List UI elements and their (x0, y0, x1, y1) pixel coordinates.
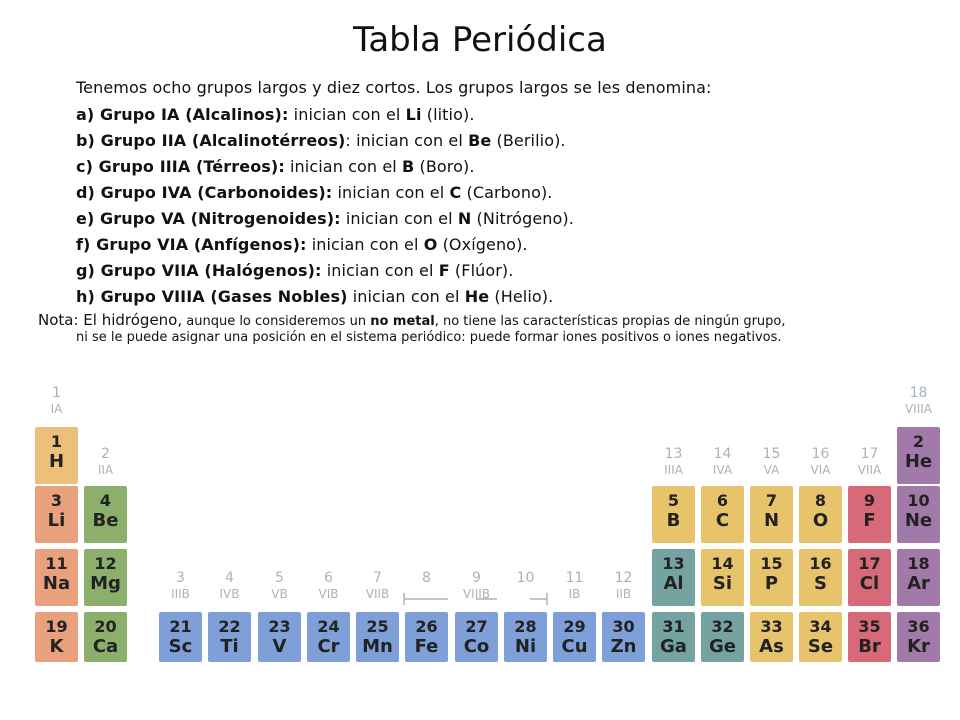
group-line (76, 235, 528, 254)
atomic-number: 21 (169, 617, 192, 636)
atomic-number: 8 (814, 491, 827, 510)
element-cell (750, 486, 793, 543)
element-cell (897, 486, 940, 543)
element-cell (35, 486, 78, 543)
element-symbol: Ca (92, 636, 119, 657)
element-symbol: Zn (610, 636, 637, 657)
element-symbol: Na (42, 573, 71, 594)
group-line (76, 157, 475, 176)
group-number: 12 (614, 570, 633, 586)
element-symbol: Cu (561, 636, 588, 657)
group-symbol: B (402, 157, 415, 176)
group-roman: IVA (712, 463, 733, 477)
element-cell (35, 427, 78, 484)
group-line (76, 261, 513, 280)
group-text: inician con el (321, 261, 439, 280)
atomic-number: 12 (94, 554, 117, 573)
element-symbol: H (48, 451, 65, 472)
group-roman: VA (763, 463, 780, 477)
group-roman: IIB (615, 587, 632, 601)
group-roman: IB (568, 587, 581, 601)
group-number: 6 (324, 570, 333, 586)
group-line (76, 105, 475, 124)
note-line-2: ni se le puede asignar una posición en el sistema periódico: puede formar iones positivos o iones negativos. (76, 330, 782, 345)
group-element-name: (Nitrógeno). (471, 209, 574, 228)
element-cell (356, 612, 399, 662)
element-symbol: Br (858, 636, 881, 657)
element-cell (84, 549, 127, 606)
atomic-number: 24 (317, 617, 340, 636)
atomic-number: 10 (907, 491, 930, 510)
element-cell (35, 612, 78, 662)
element-symbol: Ne (904, 510, 933, 531)
element-cell (84, 612, 127, 662)
group-roman: VIIIA (904, 402, 933, 416)
group-element-name: (litio). (421, 105, 475, 124)
element-cell (897, 427, 940, 484)
group-element-name: (Boro). (414, 157, 475, 176)
element-symbol: Mg (90, 573, 121, 594)
group-symbol: F (438, 261, 450, 280)
element-symbol: Fe (414, 636, 439, 657)
element-cell (848, 549, 891, 606)
atomic-number: 23 (268, 617, 291, 636)
element-cell (405, 612, 448, 662)
element-cell (258, 612, 301, 662)
group-roman: VIIIB (462, 587, 491, 601)
atomic-number: 34 (809, 617, 832, 636)
element-symbol: Al (663, 573, 684, 594)
atomic-number: 11 (45, 554, 68, 573)
group-text: inician con el (347, 287, 465, 306)
group-label: b) Grupo IIA (Alcalinotérreos) (76, 131, 346, 150)
group-number: 17 (860, 446, 879, 462)
group-number: 3 (176, 570, 185, 586)
group-number: 13 (664, 446, 683, 462)
element-symbol: K (49, 636, 64, 657)
atomic-number: 9 (863, 491, 876, 510)
atomic-number: 31 (662, 617, 685, 636)
group-roman: VIA (810, 463, 831, 477)
element-symbol: Ti (220, 636, 239, 657)
element-cell (602, 612, 645, 662)
intro-text: Tenemos ocho grupos largos y diez cortos. Los grupos largos se les denomina: (76, 78, 712, 97)
element-cell (84, 486, 127, 543)
atomic-number: 16 (809, 554, 832, 573)
element-symbol: Ga (660, 636, 687, 657)
group-label: f) Grupo VIA (Anfígenos): (76, 235, 307, 254)
atomic-number: 6 (716, 491, 729, 510)
group-number: 11 (565, 570, 584, 586)
group-number: 18 (909, 385, 928, 401)
group-number: 10 (516, 570, 535, 586)
group-number: 1 (52, 385, 61, 401)
atomic-number: 33 (760, 617, 783, 636)
element-cell (750, 612, 793, 662)
group-number: 2 (101, 446, 110, 462)
group-roman: IIIB (171, 587, 190, 601)
note-prefix: Nota: El hidrógeno, (38, 311, 183, 329)
element-symbol: Si (712, 573, 733, 594)
periodic-table (0, 380, 960, 680)
element-symbol: Sc (168, 636, 193, 657)
element-cell (897, 612, 940, 662)
element-cell (799, 486, 842, 543)
atomic-number: 19 (45, 617, 68, 636)
element-cell (159, 612, 202, 662)
group-roman: IVB (219, 587, 240, 601)
atomic-number: 27 (465, 617, 488, 636)
group-label: h) Grupo VIIIA (Gases Nobles) (76, 287, 348, 306)
group-symbol: O (423, 235, 438, 254)
element-symbol: C (715, 510, 730, 531)
element-cell (455, 612, 498, 662)
group-number: 5 (275, 570, 284, 586)
element-symbol: Kr (907, 636, 930, 657)
element-cell (652, 549, 695, 606)
element-symbol: P (764, 573, 779, 594)
atomic-number: 14 (711, 554, 734, 573)
atomic-number: 29 (563, 617, 586, 636)
note-part2: , no tiene las características propias de ningún grupo, (434, 314, 786, 329)
atomic-number: 22 (218, 617, 241, 636)
group-text: : inician con el (345, 131, 469, 150)
slide-title: Tabla Periódica (353, 20, 607, 60)
group-roman: VIIA (857, 463, 882, 477)
element-cell (652, 486, 695, 543)
atomic-number: 35 (858, 617, 881, 636)
element-symbol: Ni (514, 636, 537, 657)
group-roman: VIB (318, 587, 339, 601)
element-cell (652, 612, 695, 662)
element-symbol: Ar (907, 573, 930, 594)
atomic-number: 26 (415, 617, 438, 636)
element-symbol: Cl (859, 573, 880, 594)
element-cell (701, 549, 744, 606)
atomic-number: 25 (366, 617, 389, 636)
element-cell (504, 612, 547, 662)
element-cell (208, 612, 251, 662)
atomic-number: 18 (907, 554, 930, 573)
group-number: 4 (225, 570, 234, 586)
atomic-number: 17 (858, 554, 881, 573)
group-symbol: C (449, 183, 462, 202)
element-symbol: He (904, 451, 933, 472)
element-symbol: Se (807, 636, 834, 657)
group-roman: IIIA (664, 463, 683, 477)
element-cell (897, 549, 940, 606)
group-symbol: Li (405, 105, 422, 124)
group-text: inician con el (284, 157, 403, 176)
atomic-number: 4 (99, 491, 112, 510)
element-cell (701, 486, 744, 543)
group-text: inician con el (332, 183, 450, 202)
group-element-name: (Oxígeno). (437, 235, 528, 254)
element-symbol: Cr (317, 636, 340, 657)
element-cell (848, 612, 891, 662)
group-label: e) Grupo VA (Nitrogenoides): (76, 209, 341, 228)
atomic-number: 15 (760, 554, 783, 573)
element-cell (750, 549, 793, 606)
element-cell (35, 549, 78, 606)
group-label: c) Grupo IIIA (Térreos): (76, 157, 285, 176)
element-symbol: F (863, 510, 876, 531)
note-bold: no metal (370, 314, 435, 329)
element-cell (799, 612, 842, 662)
group-roman: VB (271, 587, 288, 601)
group-line (76, 183, 552, 202)
group-label: d) Grupo IVA (Carbonoides): (76, 183, 333, 202)
group-symbol: Be (468, 131, 492, 150)
note-part1: aunque lo consideremos un (182, 314, 371, 329)
group-roman: VIIB (365, 587, 390, 601)
element-symbol: S (814, 573, 827, 594)
group-symbol: He (464, 287, 490, 306)
group-number: 7 (373, 570, 382, 586)
atomic-number: 3 (50, 491, 63, 510)
element-cell (701, 612, 744, 662)
group-roman: IA (50, 402, 63, 416)
group-symbol: N (457, 209, 472, 228)
atomic-number: 7 (765, 491, 778, 510)
atomic-number: 30 (612, 617, 635, 636)
note-line-1 (38, 311, 786, 329)
group-number: 14 (713, 446, 732, 462)
group-text: inician con el (306, 235, 424, 254)
atomic-number: 13 (662, 554, 685, 573)
group-line (76, 287, 553, 306)
atomic-number: 2 (912, 432, 925, 451)
group-line (76, 131, 566, 150)
element-symbol: V (272, 636, 287, 657)
group-text: inician con el (340, 209, 458, 228)
element-cell (553, 612, 596, 662)
group-label: a) Grupo IA (Alcalinos): (76, 105, 289, 124)
atomic-number: 20 (94, 617, 117, 636)
element-symbol: O (812, 510, 829, 531)
element-symbol: Li (47, 510, 66, 531)
element-symbol: B (666, 510, 681, 531)
element-symbol: Co (463, 636, 490, 657)
element-symbol: As (759, 636, 784, 657)
group-label: g) Grupo VIIA (Halógenos): (76, 261, 322, 280)
element-cell (307, 612, 350, 662)
group-number: 16 (811, 446, 830, 462)
group-element-name: (Berilio). (491, 131, 566, 150)
atomic-number: 36 (907, 617, 930, 636)
atomic-number: 32 (711, 617, 734, 636)
group-number: 15 (762, 446, 781, 462)
group-text: inician con el (288, 105, 406, 124)
element-symbol: Ge (709, 636, 736, 657)
group-roman: IIA (97, 463, 114, 477)
atomic-number: 1 (50, 432, 63, 451)
group-number: 9 (472, 570, 481, 586)
group-element-name: (Helio). (489, 287, 554, 306)
element-symbol: N (763, 510, 780, 531)
atomic-number: 28 (514, 617, 537, 636)
element-cell (799, 549, 842, 606)
element-symbol: Be (92, 510, 119, 531)
group-element-name: (Carbono). (461, 183, 553, 202)
group-line (76, 209, 574, 228)
atomic-number: 5 (667, 491, 680, 510)
element-symbol: Mn (362, 636, 393, 657)
group-element-name: (Flúor). (449, 261, 514, 280)
group-number: 8 (422, 570, 431, 586)
element-cell (848, 486, 891, 543)
